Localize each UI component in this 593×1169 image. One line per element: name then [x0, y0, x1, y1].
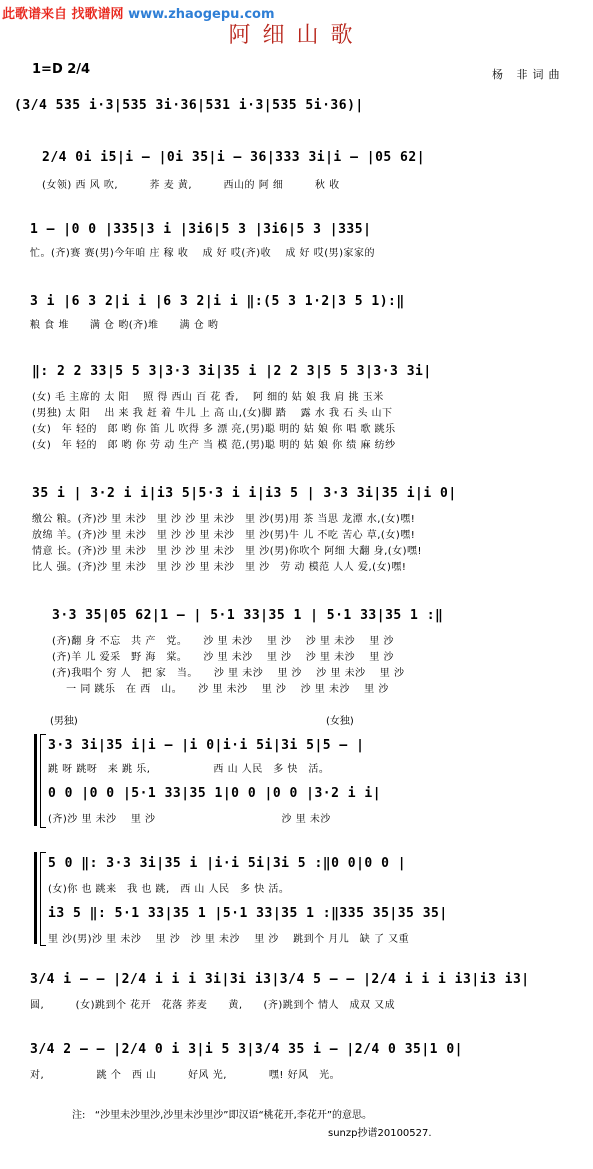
score-row-9-lower-lyric: 里 沙(男)沙 里 未沙 里 沙 沙 里 未沙 里 沙 跳到个 月儿 缺 了 又重 [48, 934, 410, 945]
score-row-5-lyric-verse-3: (女) 年 轻的 郎 哟 你 笛 儿 吹得 多 漂 亮,(男)聪 明的 姑 娘 你 唱 歌 跳乐 [32, 424, 396, 435]
system-bracket-1 [40, 734, 46, 828]
score-row-8-upper-lyric: 跳 呀 跳呀 来 跳 乐, 西 山 人民 多 快 活。 [48, 764, 330, 775]
score-row-4-lyric: 粮 食 堆 满 仓 哟(齐)堆 满 仓 哟 [30, 320, 219, 331]
score-row-6-lyric-verse-4: 比人 强。(齐)沙 里 未沙 里 沙 沙 里 未沙 里 沙 劳 动 模范 人人 爱,(女)嘿! [32, 562, 407, 573]
score-row-11-lyric: 对, 跳 个 西 山 好风 光, 嘿! 好风 光。 [30, 1070, 341, 1081]
score-row-6-lyric-verse-2: 放绵 羊。(齐)沙 里 未沙 里 沙 沙 里 未沙 里 沙(男)牛 儿 不吃 苦心 草,(女)嘿! [32, 530, 416, 541]
part-label-female-solo: (女独) [326, 716, 354, 727]
score-row-3-lyric: 忙。(齐)赛 赛(男)今年咱 庄 稼 收 成 好 哎(齐)收 成 好 哎(男)家家的 [30, 248, 375, 259]
score-row-5-lyric-verse-2: (男独) 太 阳 出 来 我 赶 着 牛儿 上 高 山,(女)脚 踏 露 水 我 石 头 山下 [32, 408, 393, 419]
score-row-9-lower-notes: i3 5 ‖: 5·1 33|35 1 |5·1 33|35 1 :‖335 35|35 35| [48, 906, 448, 921]
transcriber-credit: sunzp抄谱20100527. [328, 1128, 432, 1139]
watermark: 此歌谱来自 找歌谱网 www.zhaogepu.com [2, 7, 275, 22]
footnote-label: 注: [72, 1110, 86, 1121]
score-row-6-notes: 35 i | 3·2 i i|i3 5|5·3 i i|i3 5 | 3·3 3i|35 i|i 0| [32, 486, 457, 501]
score-row-7-notes: 3·3 35|05 62|1 — | 5·1 33|35 1 | 5·1 33|35 1 :‖ [52, 608, 444, 623]
score-row-4-notes: 3 i |6 3 2|i i |6 3 2|i i ‖:(5 3 1·2|3 5 1):‖ [30, 294, 405, 309]
score-row-7-lyric-verse-1: (齐)翻 身 不忘 共 产 党。 沙 里 未沙 里 沙 沙 里 未沙 里 沙 [52, 636, 394, 647]
composer-credit: 杨 非词曲 [492, 68, 565, 81]
song-title: 阿细山歌 [228, 23, 365, 48]
score-row-10-lyric: 圆, (女)跳到个 花开 花落 荞麦 黄, (齐)跳到个 情人 成双 又成 [30, 1000, 396, 1011]
score-row-8-lower-notes: 0 0 |0 0 |5·1 33|35 1|0 0 |0 0 |3·2 i i| [48, 786, 382, 801]
score-row-8-lower-lyric: (齐)沙 里 未沙 里 沙 沙 里 未沙 [48, 814, 331, 825]
score-row-5-lyric-verse-4: (女) 年 轻的 郎 哟 你 劳 动 生产 当 模 范,(男)聪 明的 姑 娘 你 绩 麻 纺纱 [32, 440, 396, 451]
score-row-5-lyric-verse-1: (女) 毛 主席的 太 阳 照 得 西山 百 花 香, 阿 细的 姑 娘 我 肩 挑 玉米 [32, 392, 384, 403]
system-bracket-2 [40, 852, 46, 946]
score-row-10-notes: 3/4 i — — |2/4 i i i 3i|3i i3|3/4 5 — — |2/4 i i i i3|i3 i3| [30, 972, 530, 987]
system-brace-2 [34, 852, 37, 944]
score-row-7-lyric-verse-3: (齐)我唱个 穷 人 把 家 当。 沙 里 未沙 里 沙 沙 里 未沙 里 沙 [52, 668, 405, 679]
score-row-7-lyric-verse-2: (齐)羊 儿 爱采 野 海 棠。 沙 里 未沙 里 沙 沙 里 未沙 里 沙 [52, 652, 394, 663]
footnote [72, 1106, 372, 1121]
score-row-5-notes: ‖: 2 2 33|5 5 3|3·3 3i|35 i |2 2 3|5 5 3|3·3 3i| [32, 364, 432, 379]
score-row-3-notes: 1 — |0 0 |335|3 i |3i6|5 3 |3i6|5 3 |335| [30, 222, 372, 237]
score-row-6-lyric-verse-1: 缴公 粮。(齐)沙 里 未沙 里 沙 沙 里 未沙 里 沙(男)用 茶 当思 龙潭 水,(女)嘿! [32, 514, 416, 525]
score-row-9-upper-notes: 5 0 ‖: 3·3 3i|35 i |i·i 5i|3i 5 :‖0 0|0 0 | [48, 856, 407, 871]
score-row-6-lyric-verse-3: 情意 长。(齐)沙 里 未沙 里 沙 沙 里 未沙 里 沙(男)你吹个 阿细 大翻 身,(女)嘿! [32, 546, 423, 557]
footnote-text: “沙里未沙里沙,沙里未沙里沙”即汉语“桃花开,李花开”的意思。 [94, 1110, 373, 1121]
score-row-8-upper-notes: 3·3 3i|35 i|i — |i 0|i·i 5i|3i 5|5 — | [48, 738, 365, 753]
key-signature: 1=D 2/4 [32, 62, 91, 77]
score-row-9-upper-lyric: (女)你 也 跳来 我 也 跳, 西 山 人民 多 快 活。 [48, 884, 290, 895]
score-row-2-lyric: (女领) 西 风 吹, 荞 麦 黄, 西山的 阿 细 秋 收 [42, 180, 340, 191]
score-row-1-notes: (3/4 535 i·3|535 3i·36|531 i·3|535 5i·36)| [14, 98, 364, 113]
system-brace-1 [34, 734, 37, 826]
part-label-male-solo: (男独) [50, 716, 78, 727]
score-row-7-lyric-verse-4: 一 同 跳乐 在 西 山。 沙 里 未沙 里 沙 沙 里 未沙 里 沙 [52, 684, 389, 695]
score-row-11-notes: 3/4 2 — — |2/4 0 i 3|i 5 3|3/4 35 i — |2/4 0 35|1 0| [30, 1042, 463, 1057]
watermark-url: www.zhaogepu.com [128, 7, 275, 22]
score-row-2-notes: 2/4 0i i5|i — |0i 35|i — 36|333 3i|i — |05 62| [42, 150, 426, 165]
